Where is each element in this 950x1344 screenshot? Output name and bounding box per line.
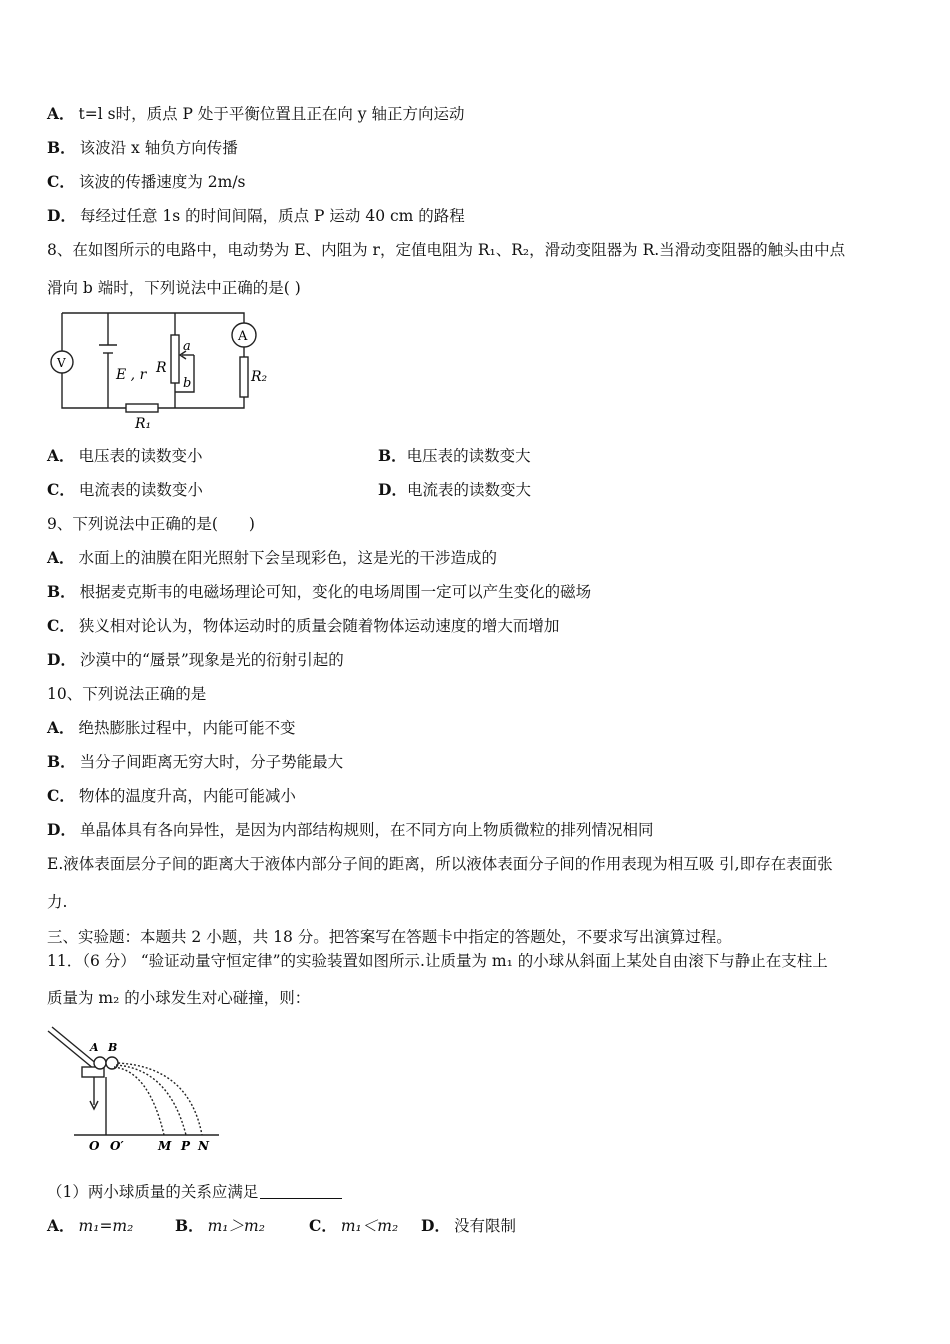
q10-option-d: D． 单晶体具有各向异性，是因为内部结构规则，在不同方向上物质微粒的排列情况相同 bbox=[47, 820, 654, 839]
q7-option-a: A． t=l s时，质点 P 处于平衡位置且正在向 y 轴正方向运动 bbox=[47, 104, 465, 123]
q11-option-b: B． m₁＞m₂ bbox=[175, 1216, 265, 1235]
rheostat-label: R bbox=[156, 360, 167, 376]
q9-option-b: B． 根据麦克斯韦的电磁场理论可知，变化的电场周围一定可以产生变化的磁场 bbox=[47, 582, 592, 601]
q11-option-d: D． 没有限制 bbox=[421, 1216, 516, 1235]
q7-option-c: C． 该波的传播速度为 2m/s bbox=[47, 172, 246, 191]
circuit-diagram bbox=[44, 305, 284, 435]
answer-blank[interactable] bbox=[260, 1184, 342, 1199]
q11-sub1-options bbox=[47, 1214, 516, 1236]
point-p-label: P bbox=[181, 1139, 191, 1153]
q8-option-b: B．电压表的读数变大 bbox=[378, 446, 531, 465]
q9-option-c: C． 狭义相对论认为，物体运动时的质量会随着物体运动速度的增大而增加 bbox=[47, 616, 560, 635]
point-o-prime-label: O′ bbox=[110, 1139, 124, 1153]
q9-option-a: A． 水面上的油膜在阳光照射下会呈现彩色，这是光的干涉造成的 bbox=[47, 548, 498, 567]
q10-option-e-line1: E.液体表面层分子间的距离大于液体内部分子间的距离，所以液体表面分子间的作用表现为相互吸 引,即存在表面张 bbox=[47, 855, 833, 873]
r1-label: R₁ bbox=[135, 416, 152, 432]
q8-stem-line1: 8、在如图所示的电路中，电动势为 E、内阻为 r，定值电阻为 R₁、R₂，滑动变阻器为 R.当滑动变阻器的触头由中点 bbox=[47, 241, 846, 259]
voltmeter-label: V bbox=[57, 356, 66, 370]
q11-stem-line2: 质量为 m₂ 的小球发生对心碰撞，则： bbox=[47, 989, 311, 1007]
point-m-label: M bbox=[158, 1139, 172, 1153]
collision-apparatus-figure bbox=[44, 1025, 224, 1155]
section3-heading: 三、实验题：本题共 2 小题，共 18 分。把答案写在答题卡中指定的答题处，不要求写出演算过程。 bbox=[47, 928, 732, 946]
source-label: E , r bbox=[116, 367, 147, 383]
q11-option-c: C． m₁＜m₂ bbox=[309, 1216, 399, 1235]
q7-option-b: B． 该波沿 x 轴负方向传播 bbox=[47, 138, 238, 157]
q8-option-a: A． 电压表的读数变小 bbox=[47, 446, 203, 465]
q8-option-d: D．电流表的读数变大 bbox=[378, 480, 531, 499]
q9-option-d: D． 沙漠中的“蜃景”现象是光的衍射引起的 bbox=[47, 650, 344, 669]
q10-stem: 10、下列说法正确的是 bbox=[47, 685, 207, 703]
ammeter-label: A bbox=[238, 329, 248, 344]
terminal-b-label: b bbox=[183, 376, 192, 391]
q11-stem-line1: 11．（6 分） “验证动量守恒定律”的实验装置如图所示.让质量为 m₁ 的小球从斜面上某处自由滚下与静止在支柱上 bbox=[47, 952, 828, 970]
q10-option-b: B． 当分子间距离无穷大时，分子势能最大 bbox=[47, 752, 344, 771]
point-o-label: O bbox=[89, 1139, 100, 1153]
terminal-a-label: a bbox=[183, 339, 191, 354]
ball-b-label: B bbox=[108, 1041, 118, 1054]
point-n-label: N bbox=[198, 1139, 209, 1153]
r2-label: R₂ bbox=[251, 369, 268, 385]
q8-option-c: C． 电流表的读数变小 bbox=[47, 480, 203, 499]
q11-sub1: （1）两小球质量的关系应满足 bbox=[47, 1180, 342, 1202]
q10-option-a: A． 绝热膨胀过程中，内能可能不变 bbox=[47, 718, 296, 737]
q9-stem: 9、下列说法中正确的是( ) bbox=[47, 515, 255, 533]
q8-stem-line2: 滑向 b 端时，下列说法中正确的是( ) bbox=[47, 279, 301, 297]
q10-option-e-line2: 力. bbox=[47, 893, 68, 911]
q11-option-a: A． m₁=m₂ bbox=[47, 1216, 134, 1235]
ball-a-label: A bbox=[90, 1041, 99, 1054]
q10-option-c: C． 物体的温度升高，内能可能减小 bbox=[47, 786, 296, 805]
q7-option-d: D． 每经过任意 1s 的时间间隔，质点 P 运动 40 cm 的路程 bbox=[47, 206, 465, 225]
